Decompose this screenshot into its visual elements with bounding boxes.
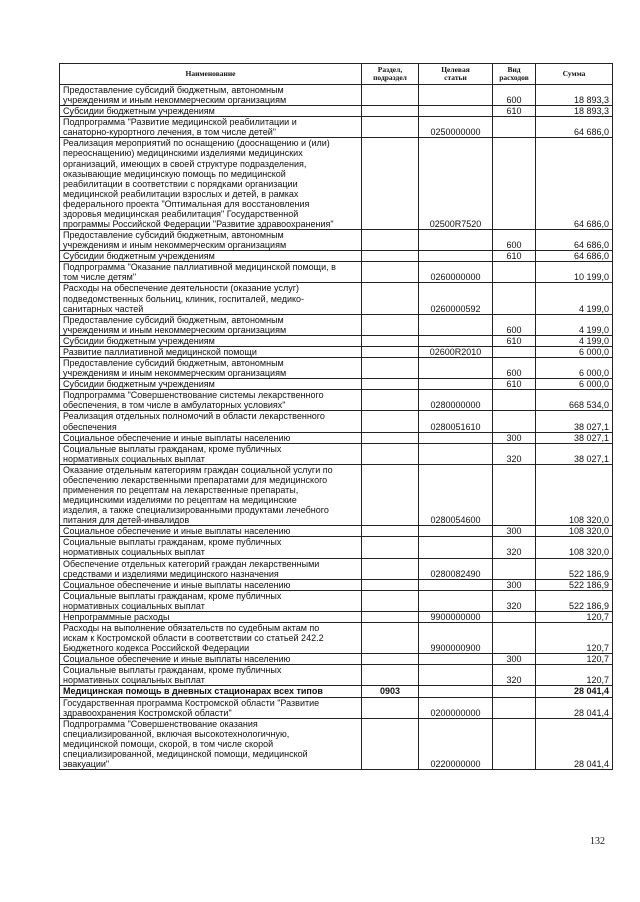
- table-row: [60, 262, 613, 283]
- cell-name: Предоставление субсидий бюджетным, автономным учреждениям и иным некоммерческим организациям: [60, 358, 362, 379]
- cell-target: [419, 314, 493, 335]
- cell-target: [419, 537, 493, 558]
- cell-expense-type: 300: [493, 432, 536, 443]
- cell-expense-type: 320: [493, 443, 536, 464]
- cell-section: [362, 432, 419, 443]
- table-row: [60, 106, 613, 117]
- cell-expense-type: [493, 464, 536, 525]
- cell-section: [362, 526, 419, 537]
- table-row: [60, 537, 613, 558]
- cell-target: 0280054600: [419, 464, 493, 525]
- cell-name: Социальные выплаты гражданам, кроме публичных нормативных социальных выплат: [60, 443, 362, 464]
- cell-expense-type: [493, 411, 536, 432]
- cell-section: [362, 85, 419, 106]
- cell-name: Обеспечение отдельных категорий граждан лекарственными средствами и изделиями медицинского назначения: [60, 558, 362, 579]
- cell-section: [362, 558, 419, 579]
- table-row: [60, 464, 613, 525]
- cell-section: [362, 622, 419, 653]
- cell-expense-type: 610: [493, 251, 536, 262]
- cell-name: Расходы на выполнение обязательств по судебным актам по искам к Костромской области в соответствии со статьей 242.2 Бюджетного кодекса Российской Федерации: [60, 622, 362, 653]
- cell-expense-type: 600: [493, 85, 536, 106]
- cell-expense-type: [493, 283, 536, 314]
- cell-name: Социальное обеспечение и иные выплаты населению: [60, 526, 362, 537]
- cell-amount: 4 199,0: [536, 283, 613, 314]
- cell-name: Социальные выплаты гражданам, кроме публичных нормативных социальных выплат: [60, 665, 362, 686]
- cell-name: Государственная программа Костромской области "Развитие здравоохранения Костромской области": [60, 697, 362, 718]
- table-row: [60, 335, 613, 346]
- header-section: Раздел, подраздел: [362, 64, 419, 85]
- cell-name: Субсидии бюджетным учреждениям: [60, 379, 362, 390]
- cell-amount: 108 320,0: [536, 526, 613, 537]
- cell-amount: 18 893,3: [536, 106, 613, 117]
- cell-name: Подпрограмма "Совершенствование оказания специализированной, включая высокотехнологичную, медицинской помощи, скорой, в том числе скорой специализированной, медицинской помощи, медицинской эвакуации": [60, 718, 362, 769]
- cell-expense-type: 320: [493, 665, 536, 686]
- cell-amount: 64 686,0: [536, 117, 613, 138]
- cell-section: [362, 335, 419, 346]
- cell-name: Социальное обеспечение и иные выплаты населению: [60, 654, 362, 665]
- cell-expense-type: [493, 117, 536, 138]
- table-row: [60, 314, 613, 335]
- budget-table: [59, 63, 613, 770]
- table-row: [60, 697, 613, 718]
- cell-amount: 28 041,4: [536, 686, 613, 697]
- cell-name: Развитие паллиативной медицинской помощи: [60, 346, 362, 357]
- cell-section: [362, 117, 419, 138]
- cell-amount: 668 534,0: [536, 390, 613, 411]
- cell-target: 0220000000: [419, 718, 493, 769]
- cell-section: [362, 346, 419, 357]
- cell-target: 0250000000: [419, 117, 493, 138]
- cell-target: [419, 526, 493, 537]
- cell-name: Медицинская помощь в дневных стационарах всех типов: [60, 686, 362, 697]
- table-row: [60, 654, 613, 665]
- cell-section: [362, 106, 419, 117]
- cell-section: [362, 443, 419, 464]
- cell-expense-type: [493, 262, 536, 283]
- cell-amount: 18 893,3: [536, 85, 613, 106]
- cell-target: [419, 230, 493, 251]
- cell-target: [419, 85, 493, 106]
- cell-target: [419, 379, 493, 390]
- cell-section: [362, 390, 419, 411]
- cell-name: Предоставление субсидий бюджетным, автономным учреждениям и иным некоммерческим организациям: [60, 230, 362, 251]
- cell-amount: 4 199,0: [536, 314, 613, 335]
- cell-name: Субсидии бюджетным учреждениям: [60, 106, 362, 117]
- cell-target: 9900000000: [419, 611, 493, 622]
- cell-section: [362, 697, 419, 718]
- cell-expense-type: 610: [493, 106, 536, 117]
- cell-section: [362, 590, 419, 611]
- cell-target: [419, 579, 493, 590]
- table-row: [60, 665, 613, 686]
- cell-expense-type: 600: [493, 314, 536, 335]
- cell-expense-type: 600: [493, 358, 536, 379]
- cell-amount: 522 186,9: [536, 579, 613, 590]
- cell-section: [362, 654, 419, 665]
- cell-amount: 38 027,1: [536, 443, 613, 464]
- cell-section: [362, 138, 419, 230]
- cell-name: Социальное обеспечение и иные выплаты населению: [60, 579, 362, 590]
- cell-section: [362, 262, 419, 283]
- cell-section: 0903: [362, 686, 419, 697]
- cell-name: Непрограммные расходы: [60, 611, 362, 622]
- table-row: [60, 346, 613, 357]
- table-row: [60, 526, 613, 537]
- cell-amount: 64 686,0: [536, 138, 613, 230]
- cell-amount: 522 186,9: [536, 590, 613, 611]
- cell-target: 02600R2010: [419, 346, 493, 357]
- cell-target: 0200000000: [419, 697, 493, 718]
- table-row: [60, 230, 613, 251]
- cell-name: Реализация мероприятий по оснащению (дооснащению и (или) переоснащению) медицинскими изделиями медицинских организаций, имеющих в своей структуре подразделения, оказывающие медицинскую помощь по медицинской реабилитации в соответствии с порядками организации медицинской реабилитации взрослых и детей, в рамках федерального проекта "Оптимальная для восстановления здоровья медицинская реабилитация" Государственной программы Российской Федерации "Развитие здравоохранения": [60, 138, 362, 230]
- cell-target: [419, 335, 493, 346]
- cell-expense-type: 300: [493, 654, 536, 665]
- cell-name: Подпрограмма "Совершенствование системы лекарственного обеспечения, в том числе в амбулаторных условиях": [60, 390, 362, 411]
- cell-target: [419, 251, 493, 262]
- cell-expense-type: [493, 611, 536, 622]
- cell-target: 02500R7520: [419, 138, 493, 230]
- cell-expense-type: [493, 138, 536, 230]
- cell-expense-type: 600: [493, 230, 536, 251]
- table-row: [60, 443, 613, 464]
- cell-name: Оказание отдельным категориям граждан социальной услуги по обеспечению лекарственными препаратами для медицинского применения по рецептам на лекарственные препараты, медицинскими изделиями по рецептам на медицинские изделия, а также специализированными продуктами лечебного питания для детей-инвалидов: [60, 464, 362, 525]
- cell-name: Предоставление субсидий бюджетным, автономным учреждениям и иным некоммерческим организациям: [60, 85, 362, 106]
- cell-target: [419, 665, 493, 686]
- cell-target: 0280051610: [419, 411, 493, 432]
- table-row: [60, 611, 613, 622]
- cell-name: Социальное обеспечение и иные выплаты населению: [60, 432, 362, 443]
- cell-expense-type: [493, 718, 536, 769]
- header-sum: Сумма: [536, 64, 613, 85]
- cell-amount: 120,7: [536, 654, 613, 665]
- cell-section: [362, 379, 419, 390]
- table-row: [60, 358, 613, 379]
- header-expense-type: Вид расходов: [493, 64, 536, 85]
- cell-target: 9900000900: [419, 622, 493, 653]
- table-row: [60, 411, 613, 432]
- cell-section: [362, 230, 419, 251]
- cell-target: [419, 654, 493, 665]
- cell-amount: 108 320,0: [536, 464, 613, 525]
- cell-expense-type: 610: [493, 379, 536, 390]
- table-row: [60, 138, 613, 230]
- table-row: [60, 622, 613, 653]
- table-row: [60, 686, 613, 697]
- cell-section: [362, 314, 419, 335]
- table-row: [60, 85, 613, 106]
- cell-target: 0280000000: [419, 390, 493, 411]
- cell-target: [419, 106, 493, 117]
- page-number: 132: [590, 836, 605, 847]
- cell-amount: 38 027,1: [536, 432, 613, 443]
- cell-target: 0280082490: [419, 558, 493, 579]
- table-row: [60, 117, 613, 138]
- table-body: [60, 85, 613, 770]
- cell-amount: 4 199,0: [536, 335, 613, 346]
- table-row: [60, 379, 613, 390]
- table-row: [60, 432, 613, 443]
- cell-section: [362, 251, 419, 262]
- header-name: Наименование: [60, 64, 362, 85]
- cell-name: Реализация отдельных полномочий в области лекарственного обеспечения: [60, 411, 362, 432]
- cell-section: [362, 283, 419, 314]
- cell-name: Подпрограмма "Оказание паллиативной медицинской помощи, в том числе детям": [60, 262, 362, 283]
- cell-section: [362, 665, 419, 686]
- cell-amount: 38 027,1: [536, 411, 613, 432]
- cell-expense-type: [493, 558, 536, 579]
- cell-target: [419, 358, 493, 379]
- cell-name: Субсидии бюджетным учреждениям: [60, 251, 362, 262]
- cell-target: [419, 590, 493, 611]
- cell-expense-type: 300: [493, 526, 536, 537]
- cell-name: Субсидии бюджетным учреждениям: [60, 335, 362, 346]
- cell-target: 0260000592: [419, 283, 493, 314]
- cell-section: [362, 464, 419, 525]
- cell-name: Расходы на обеспечение деятельности (оказание услуг) подведомственных больниц, клиник, госпиталей, медико- санитарных частей: [60, 283, 362, 314]
- cell-section: [362, 537, 419, 558]
- cell-expense-type: [493, 346, 536, 357]
- cell-expense-type: 610: [493, 335, 536, 346]
- cell-section: [362, 411, 419, 432]
- cell-amount: 120,7: [536, 665, 613, 686]
- cell-amount: 120,7: [536, 611, 613, 622]
- cell-amount: 108 320,0: [536, 537, 613, 558]
- cell-expense-type: [493, 686, 536, 697]
- cell-amount: 28 041,4: [536, 718, 613, 769]
- cell-section: [362, 718, 419, 769]
- cell-amount: 522 186,9: [536, 558, 613, 579]
- cell-expense-type: [493, 390, 536, 411]
- table-header-row: [60, 64, 613, 85]
- table-row: [60, 283, 613, 314]
- header-target: Целевая статьи: [419, 64, 493, 85]
- table-row: [60, 590, 613, 611]
- cell-expense-type: [493, 697, 536, 718]
- table-row: [60, 251, 613, 262]
- cell-amount: 10 199,0: [536, 262, 613, 283]
- cell-section: [362, 579, 419, 590]
- cell-amount: 6 000,0: [536, 379, 613, 390]
- cell-name: Социальные выплаты гражданам, кроме публичных нормативных социальных выплат: [60, 537, 362, 558]
- cell-amount: 6 000,0: [536, 358, 613, 379]
- cell-target: [419, 432, 493, 443]
- cell-name: Социальные выплаты гражданам, кроме публичных нормативных социальных выплат: [60, 590, 362, 611]
- cell-target: [419, 443, 493, 464]
- cell-expense-type: 300: [493, 579, 536, 590]
- cell-target: 0260000000: [419, 262, 493, 283]
- cell-name: Предоставление субсидий бюджетным, автономным учреждениям и иным некоммерческим организациям: [60, 314, 362, 335]
- cell-expense-type: 320: [493, 590, 536, 611]
- cell-section: [362, 611, 419, 622]
- cell-expense-type: [493, 622, 536, 653]
- cell-amount: 64 686,0: [536, 251, 613, 262]
- cell-section: [362, 358, 419, 379]
- cell-expense-type: 320: [493, 537, 536, 558]
- table-row: [60, 558, 613, 579]
- cell-amount: 28 041,4: [536, 697, 613, 718]
- cell-amount: 64 686,0: [536, 230, 613, 251]
- cell-target: [419, 686, 493, 697]
- table-row: [60, 390, 613, 411]
- cell-amount: 6 000,0: [536, 346, 613, 357]
- cell-amount: 120,7: [536, 622, 613, 653]
- cell-name: Подпрограмма "Развитие медицинской реабилитации и санаторно-курортного лечения, в том числе детей": [60, 117, 362, 138]
- table-row: [60, 579, 613, 590]
- table-row: [60, 718, 613, 769]
